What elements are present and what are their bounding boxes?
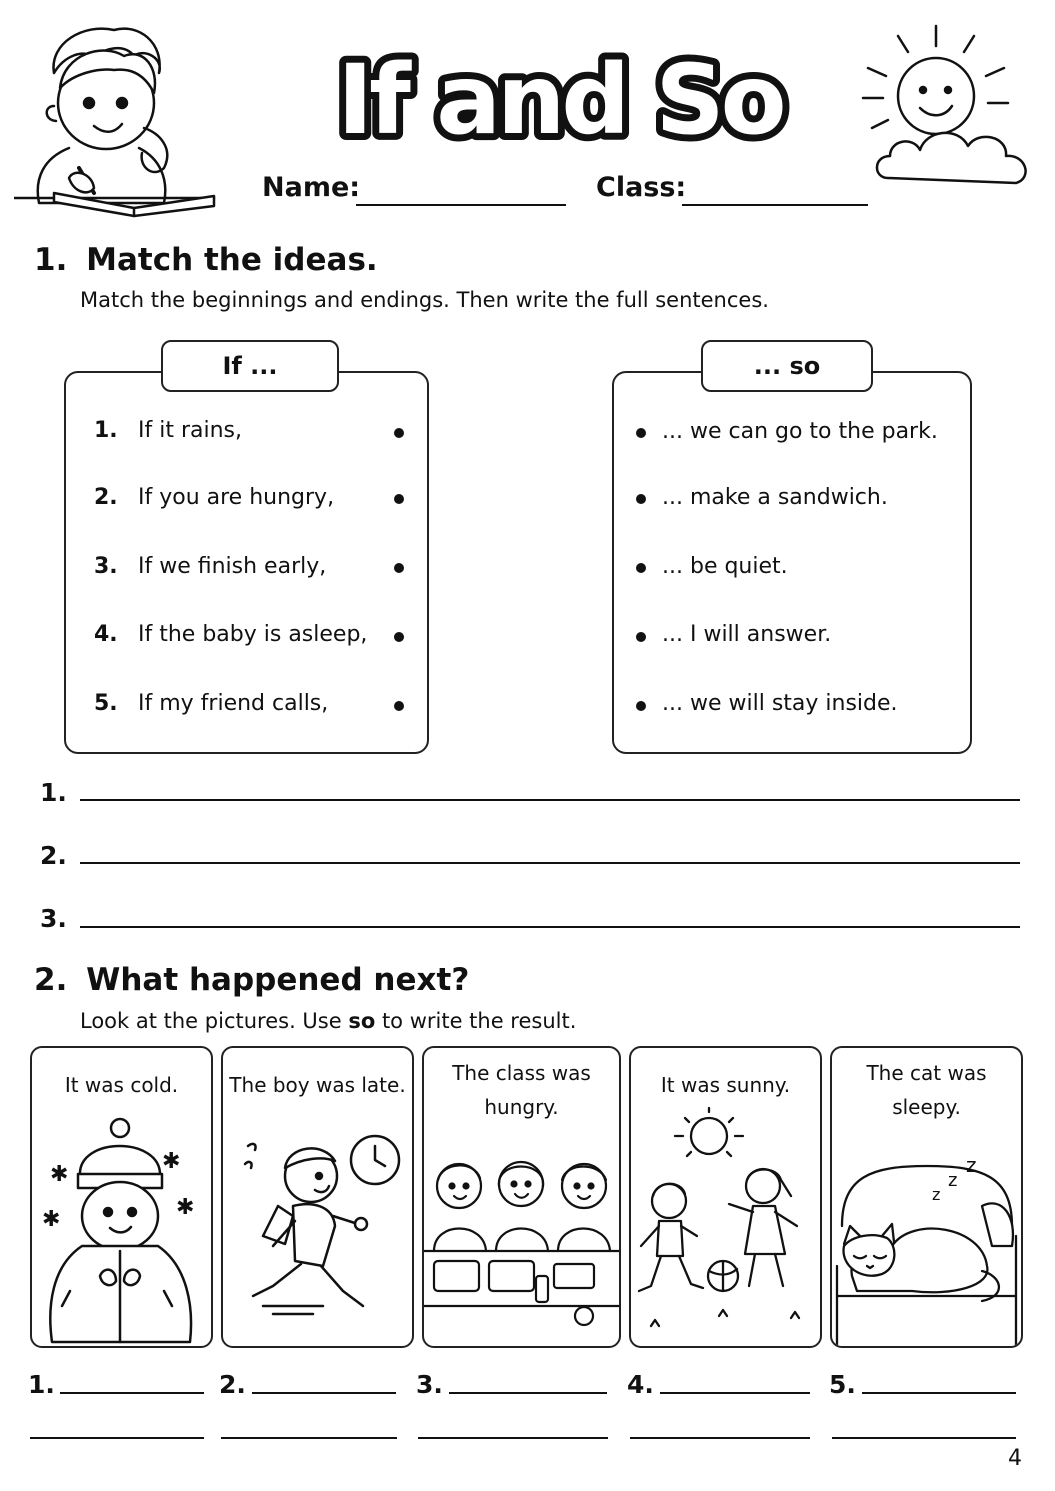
class-label: Class: [596, 172, 687, 203]
svg-text:✱: ✱ [42, 1207, 61, 1232]
picture-card-cold [30, 1046, 213, 1348]
sun-and-cloud-illustration [858, 18, 1043, 198]
so-match-dot[interactable] [636, 494, 646, 504]
boy-writing-illustration [14, 18, 224, 218]
section2-heading [34, 962, 469, 998]
section1-title: Match the ideas. [86, 242, 378, 278]
svg-text:z: z [948, 1170, 958, 1191]
sleeping-cat-icon [832, 1136, 1021, 1346]
if-item [94, 485, 334, 510]
if-item-number: 4. [94, 622, 118, 647]
card-caption: It was sunny. [660, 1073, 791, 1097]
section1-instruction: Match the beginnings and endings. Then write the full sentences. [80, 288, 769, 312]
sentence-line-number: 1. [40, 778, 67, 807]
if-item-number: 1. [94, 418, 118, 443]
if-item-text: If the baby is asleep, [138, 622, 368, 647]
svg-text:✱: ✱ [50, 1162, 69, 1187]
section1-heading [34, 242, 378, 278]
if-item-number: 5. [94, 691, 118, 716]
svg-text:✱: ✱ [162, 1149, 181, 1174]
instruction-text: Look at the pictures. Use [80, 1009, 349, 1033]
if-heading: If ... [161, 340, 339, 392]
answer-line[interactable] [630, 1437, 810, 1439]
children-playing-ball-icon [631, 1106, 820, 1346]
if-item-text: If you are hungry, [138, 485, 335, 510]
sentence-writing-line[interactable] [80, 862, 1020, 864]
picture-card-sleepy [830, 1046, 1023, 1348]
answer-line[interactable] [660, 1392, 810, 1394]
answer-number: 2. [219, 1370, 246, 1399]
if-item-text: If my friend calls, [138, 691, 329, 716]
card-caption: The class was hungry. [452, 1061, 591, 1119]
running-boy-with-clock-icon [223, 1106, 412, 1346]
if-match-dot[interactable] [394, 494, 404, 504]
answer-line[interactable] [252, 1392, 396, 1394]
so-item: ... make a sandwich. [662, 485, 888, 510]
section2-number: 2. [34, 962, 68, 998]
if-match-dot[interactable] [394, 563, 404, 573]
if-match-dot[interactable] [394, 632, 404, 642]
page-title: If and So [337, 44, 783, 156]
if-item-text: If we finish early, [138, 554, 327, 579]
if-item-number: 2. [94, 485, 118, 510]
answer-line[interactable] [30, 1437, 204, 1439]
answer-line[interactable] [221, 1437, 397, 1439]
so-match-dot[interactable] [636, 701, 646, 711]
page-number: 4 [1008, 1446, 1022, 1471]
answer-number: 3. [416, 1370, 443, 1399]
name-field[interactable] [356, 204, 566, 206]
sentence-line-number: 2. [40, 841, 67, 870]
children-at-lunch-table-icon [424, 1136, 619, 1346]
if-match-dot[interactable] [394, 701, 404, 711]
section1-number: 1. [34, 242, 68, 278]
if-item [94, 691, 328, 716]
answer-line[interactable] [449, 1392, 607, 1394]
so-item: ... we can go to the park. [662, 419, 938, 444]
answer-line[interactable] [418, 1437, 608, 1439]
instruction-text: to write the result. [375, 1009, 577, 1033]
so-item: ... we will stay inside. [662, 691, 898, 716]
so-heading: ... so [701, 340, 873, 392]
answer-number: 4. [627, 1370, 654, 1399]
picture-card-hungry [422, 1046, 621, 1348]
picture-card-late [221, 1046, 414, 1348]
if-match-dot[interactable] [394, 428, 404, 438]
answer-line[interactable] [862, 1392, 1016, 1394]
section2-title: What happened next? [86, 962, 470, 998]
class-field[interactable] [682, 204, 868, 206]
so-match-dot[interactable] [636, 563, 646, 573]
instruction-keyword: so [348, 1009, 376, 1033]
sentence-writing-line[interactable] [80, 799, 1020, 801]
card-caption: The cat was sleepy. [866, 1061, 987, 1119]
svg-text:✱: ✱ [176, 1195, 195, 1220]
if-item [94, 418, 242, 443]
page-title-graphic [300, 30, 820, 160]
card-caption: The boy was late. [229, 1073, 406, 1097]
so-match-dot[interactable] [636, 428, 646, 438]
if-item-number: 3. [94, 554, 118, 579]
so-item: ... be quiet. [662, 554, 788, 579]
name-label: Name: [262, 172, 361, 203]
answer-line[interactable] [60, 1392, 204, 1394]
card-caption: It was cold. [64, 1073, 179, 1097]
so-item: ... I will answer. [662, 622, 832, 647]
if-item [94, 622, 367, 647]
girl-in-winter-coat-icon [32, 1106, 211, 1346]
answer-number: 1. [28, 1370, 55, 1399]
picture-card-sunny [629, 1046, 822, 1348]
answer-number: 5. [829, 1370, 856, 1399]
svg-text:z: z [966, 1153, 977, 1177]
if-item [94, 554, 326, 579]
if-item-text: If it rains, [138, 418, 242, 443]
svg-text:z: z [932, 1185, 941, 1204]
answer-line[interactable] [832, 1437, 1016, 1439]
sentence-writing-line[interactable] [80, 926, 1020, 928]
so-match-dot[interactable] [636, 632, 646, 642]
sentence-line-number: 3. [40, 904, 67, 933]
section2-instruction [80, 1009, 576, 1033]
